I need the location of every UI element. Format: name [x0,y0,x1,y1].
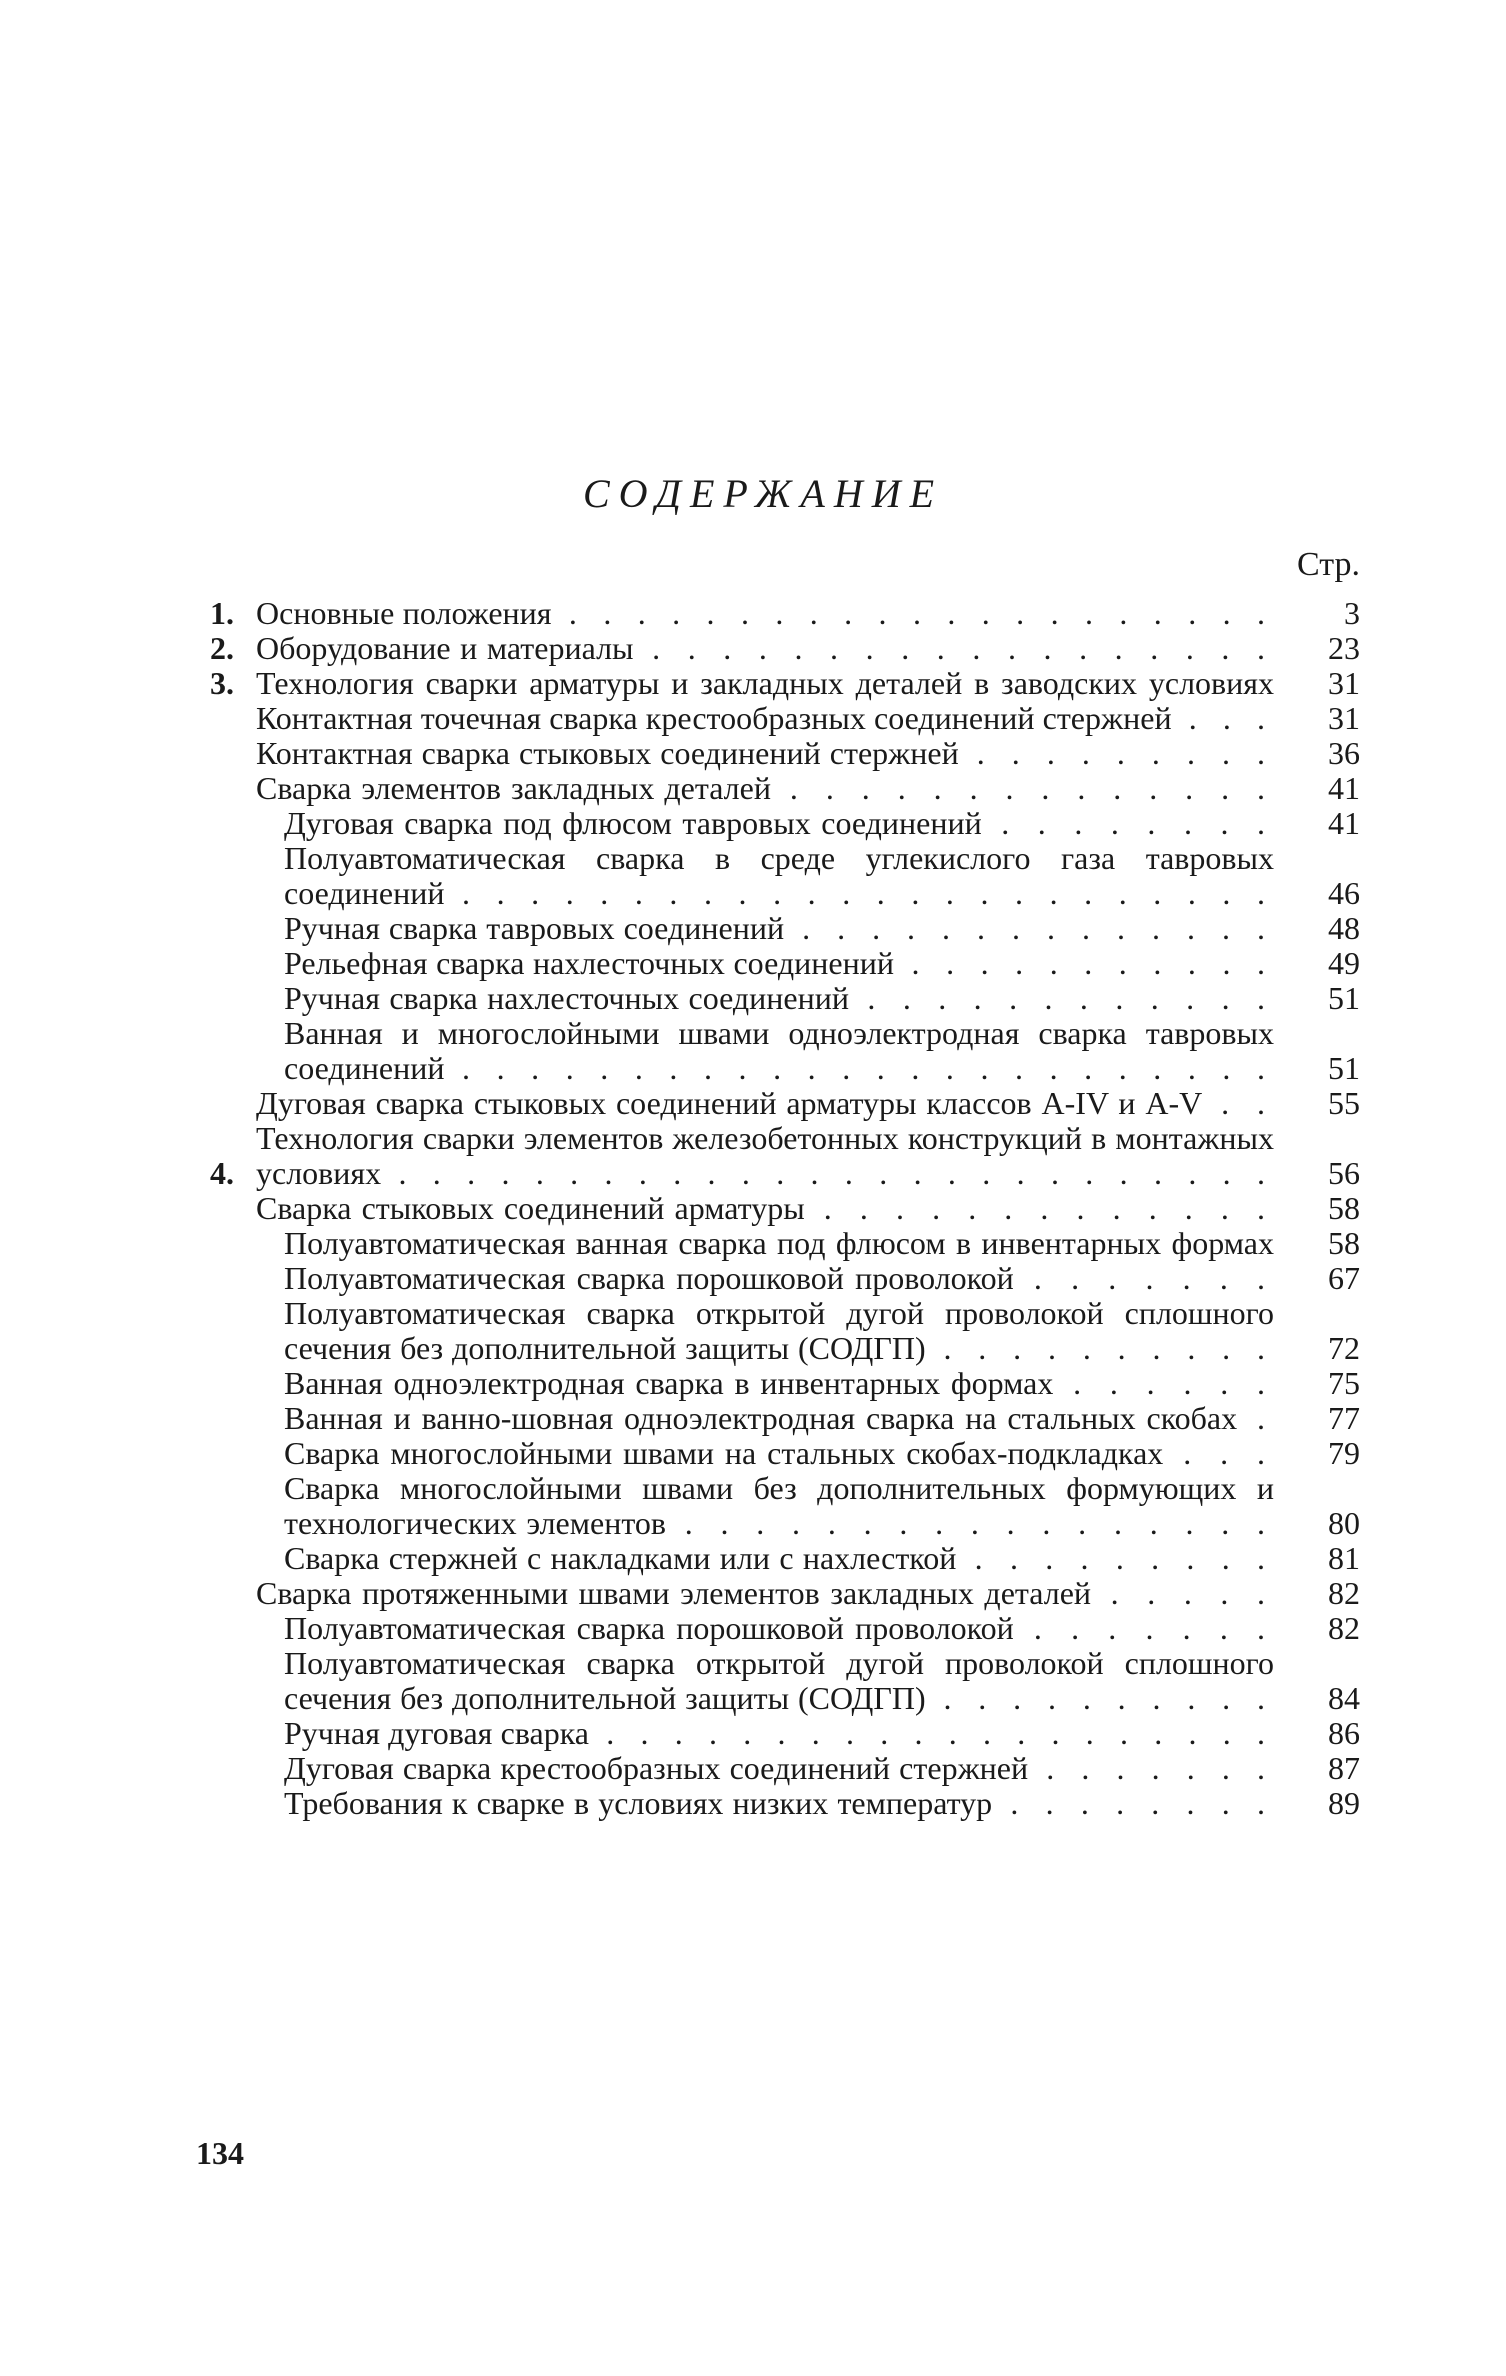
toc-entry [210,946,1360,981]
toc-entry-title: Оборудование и материалы [256,630,634,666]
toc-entry-body [210,1646,1274,1716]
toc-entry-title: Технология сварки элементов железобетонных конструкций в монтажных условиях [256,1120,1274,1191]
toc-leader-dots: . . . . . . . . . . . . . . . . . . . . . [551,595,1275,631]
toc-leader-dots: . . . . . . . . [981,805,1275,841]
toc-entry [210,631,1360,666]
toc-entry-page: 51 [1328,1050,1360,1086]
toc-entry-body [210,981,1274,1016]
toc-entry-page: 23 [1328,630,1360,666]
toc-entry [210,806,1360,841]
toc-entry [210,1471,1360,1541]
toc-leader-dots: . . . . . . . . . . . . [849,980,1275,1016]
toc-entry-title: Полуавтоматическая сварка порошковой проволокой [284,1260,1014,1296]
toc-entry-page: 77 [1328,1400,1360,1436]
toc-entry-body [210,666,1274,701]
toc-entry-body [210,1541,1274,1576]
toc-entry-page: 56 [1328,1155,1360,1191]
toc-entry-title: Полуавтоматическая сварка в среде углекислого газа тавровых соединений [284,840,1274,911]
toc-entry-title: Дуговая сварка под флюсом тавровых соединений [284,805,982,841]
toc-entry-page: 49 [1328,945,1360,981]
toc-leader-dots: . . . . . . . . . . . . . . [784,910,1275,946]
toc-leader-dots: . . . . . . . [1013,1610,1275,1646]
toc-entry-page: 84 [1328,1680,1360,1716]
page-title: СОДЕРЖАНИЕ [582,471,944,516]
toc-entry [210,1751,1360,1786]
toc-entry [210,736,1360,771]
toc-leader-dots: . . . . . . . [1013,1260,1275,1296]
toc-entry-body [210,701,1274,736]
toc-entry-body [210,911,1274,946]
toc-entry-page: 67 [1328,1260,1360,1296]
toc-entry-body [210,1436,1274,1471]
toc-entry [210,1541,1360,1576]
toc-entry-number: 4. [210,1155,234,1191]
toc-entry-body [210,736,1274,771]
toc-entry-title: Требования к сварке в условиях низких температур [284,1785,993,1821]
toc-entry-page: 87 [1328,1750,1360,1786]
toc-entry-title: Технология сварки арматуры и закладных деталей в заводских условиях [256,665,1274,701]
toc-leader-dots: . . . . . . . . . . . . . . . . . . . . [589,1715,1275,1751]
toc-entry-body [210,1751,1274,1786]
toc-leader-dots: . . [1202,1085,1275,1121]
toc-entry-page: 82 [1328,1575,1360,1611]
toc-entry-page: 36 [1328,735,1360,771]
toc-entry-number: 3. [210,665,234,701]
toc-leader-dots: . . . . . . . . . . . . . . . . . . [633,630,1275,666]
toc-leader-dots: . . . . . . . . . . [925,1330,1275,1366]
toc-entry [210,771,1360,806]
toc-entry-title: Ванная и многослойными швами одноэлектродная сварка тавровых соединений [284,1015,1274,1086]
toc-entry [210,1646,1360,1716]
toc-entry [210,1576,1360,1611]
toc-entry-page: 72 [1328,1330,1360,1366]
toc-leader-dots: . . . [1171,700,1275,736]
toc-entry [210,1296,1360,1366]
toc-entry [210,1716,1360,1751]
toc-entry-page: 31 [1328,700,1360,736]
toc-leader-dots: . . . [1163,1435,1275,1471]
toc-entry-number: 2. [210,630,234,666]
toc-entry-title: Рельефная сварка нахлесточных соединений [284,945,894,981]
toc-entry-body [210,631,1274,666]
toc-entry-page: 89 [1328,1785,1360,1821]
toc-entry [210,1226,1360,1261]
toc-entry-body [210,596,1274,631]
toc-entry [210,1261,1360,1296]
toc-leader-dots: . . . . . . . . . . . [893,945,1275,981]
toc-entry-title: Сварка стержней с накладками или с нахлесткой [284,1540,957,1576]
toc-entry-page: 86 [1328,1715,1360,1751]
toc-entry [210,981,1360,1016]
toc-leader-dots: . . . . . . . . . . . . . . . . . [666,1505,1275,1541]
toc-entry-title: Ванная и ванно-шовная одноэлектродная сварка на стальных скобах [284,1400,1238,1436]
toc-entry-page: 46 [1328,875,1360,911]
toc-entry-title: Ванная одноэлектродная сварка в инвентарных формах [284,1365,1054,1401]
toc-entry-page: 31 [1328,665,1360,701]
toc-entry-page: 3 [1344,595,1360,631]
toc-entry-body [210,1191,1274,1226]
toc-entry-title: Ручная сварка тавровых соединений [284,910,785,946]
toc-entry-body [210,1401,1274,1436]
toc-entry-page: 79 [1328,1435,1360,1471]
toc-leader-dots: . . . . . . . . . [958,735,1275,771]
toc-leader-dots: . . . . . . . . . . . . . . [770,770,1275,806]
toc-entry-page: 81 [1328,1540,1360,1576]
page-number: 134 [196,2135,244,2171]
toc-leader-dots: . . . . . . . . . . . . . [804,1190,1275,1226]
toc-entry [210,701,1360,736]
toc-leader-dots: . . . . . . . . . . . . . . . . . . . . . . . . [444,875,1274,911]
toc-entry-title: Сварка элементов закладных деталей [256,770,771,806]
toc-entry-number: 1. [210,595,234,631]
toc-leader-dots: . . . . . . [1053,1365,1275,1401]
toc-entry-body [210,1016,1274,1086]
toc-entry [210,1121,1360,1191]
toc-entry-body [210,1086,1274,1121]
toc-entry-title: Дуговая сварка стыковых соединений арматуры классов A-IV и A-V [256,1085,1203,1121]
toc-entry-title: Сварка протяженными швами элементов закладных деталей [256,1575,1092,1611]
toc-entry-body [210,1296,1274,1366]
toc-entry-title: Ручная сварка нахлесточных соединений [284,980,849,1016]
toc-entry-title: Дуговая сварка крестообразных соединений стержней [284,1750,1029,1786]
toc-entry-body [210,771,1274,806]
toc-entry-title: Контактная точечная сварка крестообразных соединений стержней [256,700,1172,736]
toc-leader-dots: . . . . . [1091,1575,1275,1611]
toc-entry-title: Контактная сварка стыковых соединений стержней [256,735,959,771]
toc-entry-page: 55 [1328,1085,1360,1121]
toc-entry [210,1366,1360,1401]
toc-entry-body [210,1716,1274,1751]
toc-entry-body [210,1786,1274,1821]
toc-entry-page: 51 [1328,980,1360,1016]
toc-entry [210,1786,1360,1821]
toc-entry-page: 58 [1328,1225,1360,1261]
table-of-contents [210,596,1360,1821]
toc-entry-body [210,1576,1274,1611]
toc-entry [210,1401,1360,1436]
toc-entry-title: Основные положения [256,595,552,631]
toc-entry-page: 41 [1328,770,1360,806]
toc-entry-page: 80 [1328,1505,1360,1541]
toc-entry-page: 58 [1328,1190,1360,1226]
toc-leader-dots: . . . . . . . . . . [925,1680,1275,1716]
toc-entry-page: 41 [1328,805,1360,841]
toc-entry [210,1436,1360,1471]
toc-entry [210,1016,1360,1086]
toc-entry-body [210,1366,1274,1401]
toc-leader-dots: . [1237,1400,1275,1436]
toc-entry [210,666,1360,701]
toc-entry [210,596,1360,631]
toc-entry [210,1086,1360,1121]
toc-entry-page: 82 [1328,1610,1360,1646]
toc-entry-body [210,1611,1274,1646]
toc-entry [210,841,1360,911]
toc-leader-dots: . . . . . . . . . [956,1540,1275,1576]
toc-entry-title: Ручная дуговая сварка [284,1715,590,1751]
page-column-label: Стр. [1296,546,1360,583]
toc-entry-title: Сварка многослойными швами на стальных скобах-подкладках [284,1435,1164,1471]
toc-entry-body [210,1121,1274,1191]
toc-entry-title: Полуавтоматическая сварка открытой дугой проволокой сплошного сечения без дополнительной защиты (СОДГП) [284,1295,1274,1366]
toc-entry-title: Полуавтоматическая сварка порошковой проволокой [284,1610,1014,1646]
toc-entry-body [210,841,1274,911]
toc-entry [210,1611,1360,1646]
toc-leader-dots: . . . . . . . . . . . . . . . . . . . . . . . . [444,1050,1274,1086]
toc-entry [210,911,1360,946]
toc-entry-body [210,806,1274,841]
toc-leader-dots: . . . . . . . . [992,1785,1275,1821]
toc-entry-title: Сварка многослойными швами без дополнительных формующих и технологических элементов [284,1470,1274,1541]
toc-entry-page: 48 [1328,910,1360,946]
toc-entry-body [210,946,1274,981]
toc-entry-title: Полуавтоматическая ванная сварка под флюсом в инвентарных формах [284,1225,1274,1261]
toc-leader-dots: . . . . . . . [1028,1750,1274,1786]
toc-entry [210,1191,1360,1226]
toc-entry-page: 75 [1328,1365,1360,1401]
toc-entry-title: Сварка стыковых соединений арматуры [256,1190,805,1226]
toc-entry-title: Полуавтоматическая сварка открытой дугой проволокой сплошного сечения без дополнительной защиты (СОДГП) [284,1645,1274,1716]
toc-leader-dots: . . . . . . . . . . . . . . . . . . . . . . . . . . [381,1155,1274,1191]
toc-entry-body [210,1226,1274,1261]
toc-entry-body [210,1471,1274,1541]
toc-entry-body [210,1261,1274,1296]
